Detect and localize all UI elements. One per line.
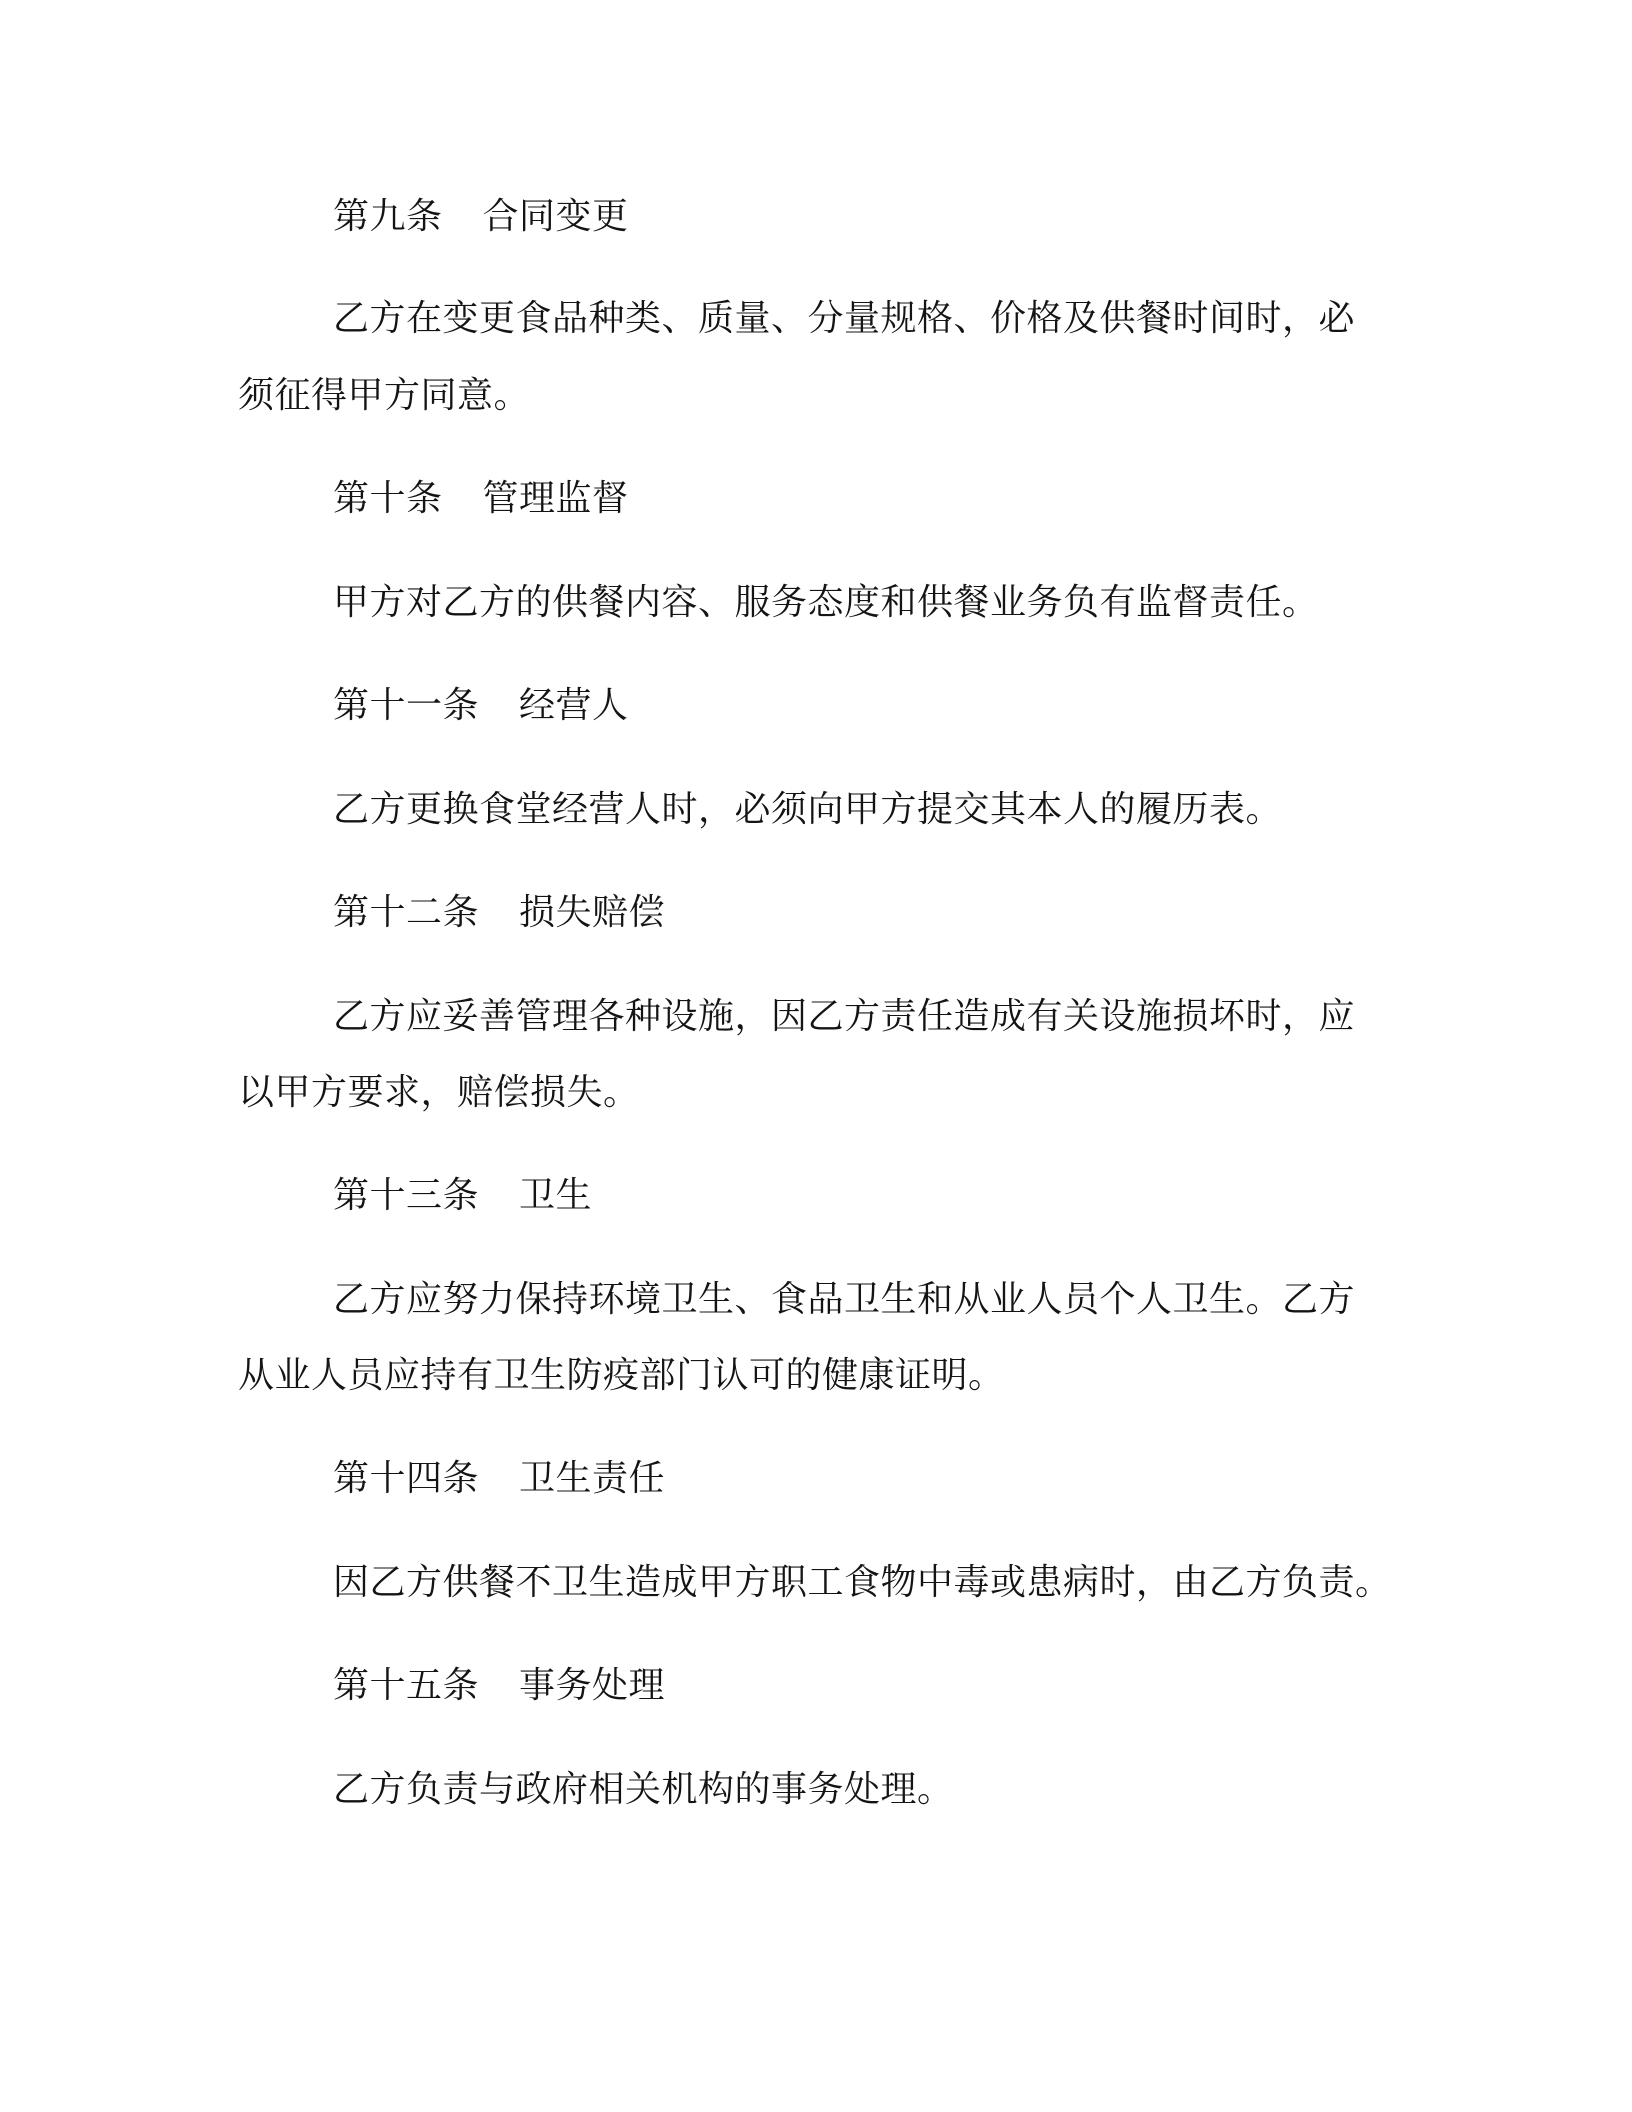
article-11-heading xyxy=(333,684,629,728)
article-number: 第十二条 xyxy=(333,892,480,933)
article-number: 第九条 xyxy=(333,196,443,237)
article-10-heading xyxy=(333,477,629,521)
article-10-body-line-1: 甲方对乙方的供餐内容、服务态度和供餐业务负有监督责任。 xyxy=(333,582,1319,623)
article-number: 第十条 xyxy=(333,478,443,519)
article-number: 第十四条 xyxy=(333,1458,480,1499)
article-11-body-line-1: 乙方更换食堂经营人时，必须向甲方提交其本人的履历表。 xyxy=(333,789,1283,830)
article-12-heading xyxy=(333,891,665,935)
article-number: 第十一条 xyxy=(333,685,480,726)
article-9-heading xyxy=(333,195,629,239)
article-12-body-line-1: 乙方应妥善管理各种设施，因乙方责任造成有关设施损坏时，应 xyxy=(333,996,1356,1037)
article-title: 管理监督 xyxy=(482,478,629,519)
article-14-heading xyxy=(333,1457,665,1501)
article-title: 卫生 xyxy=(519,1175,593,1216)
article-title: 合同变更 xyxy=(482,196,629,237)
article-13-heading xyxy=(333,1174,592,1218)
article-title: 卫生责任 xyxy=(519,1458,666,1499)
article-14-body-line-1: 因乙方供餐不卫生造成甲方职工食物中毒或患病时，由乙方负责。 xyxy=(333,1562,1392,1603)
article-15-heading xyxy=(333,1664,665,1708)
article-title: 事务处理 xyxy=(519,1665,666,1706)
article-13-body-line-1: 乙方应努力保持环境卫生、食品卫生和从业人员个人卫生。乙方 xyxy=(333,1279,1356,1320)
article-15-body-line-1: 乙方负责与政府相关机构的事务处理。 xyxy=(333,1769,954,1810)
article-9-body-line-1: 乙方在变更食品种类、质量、分量规格、价格及供餐时间时，必 xyxy=(333,298,1356,339)
article-title: 损失赔偿 xyxy=(519,892,666,933)
article-9-body-line-2: 须征得甲方同意。 xyxy=(238,375,531,416)
article-13-body-line-2: 从业人员应持有卫生防疫部门认可的健康证明。 xyxy=(238,1355,1005,1396)
article-number: 第十三条 xyxy=(333,1175,480,1216)
article-number: 第十五条 xyxy=(333,1665,480,1706)
article-title: 经营人 xyxy=(519,685,629,726)
article-12-body-line-2: 以甲方要求，赔偿损失。 xyxy=(238,1072,640,1113)
